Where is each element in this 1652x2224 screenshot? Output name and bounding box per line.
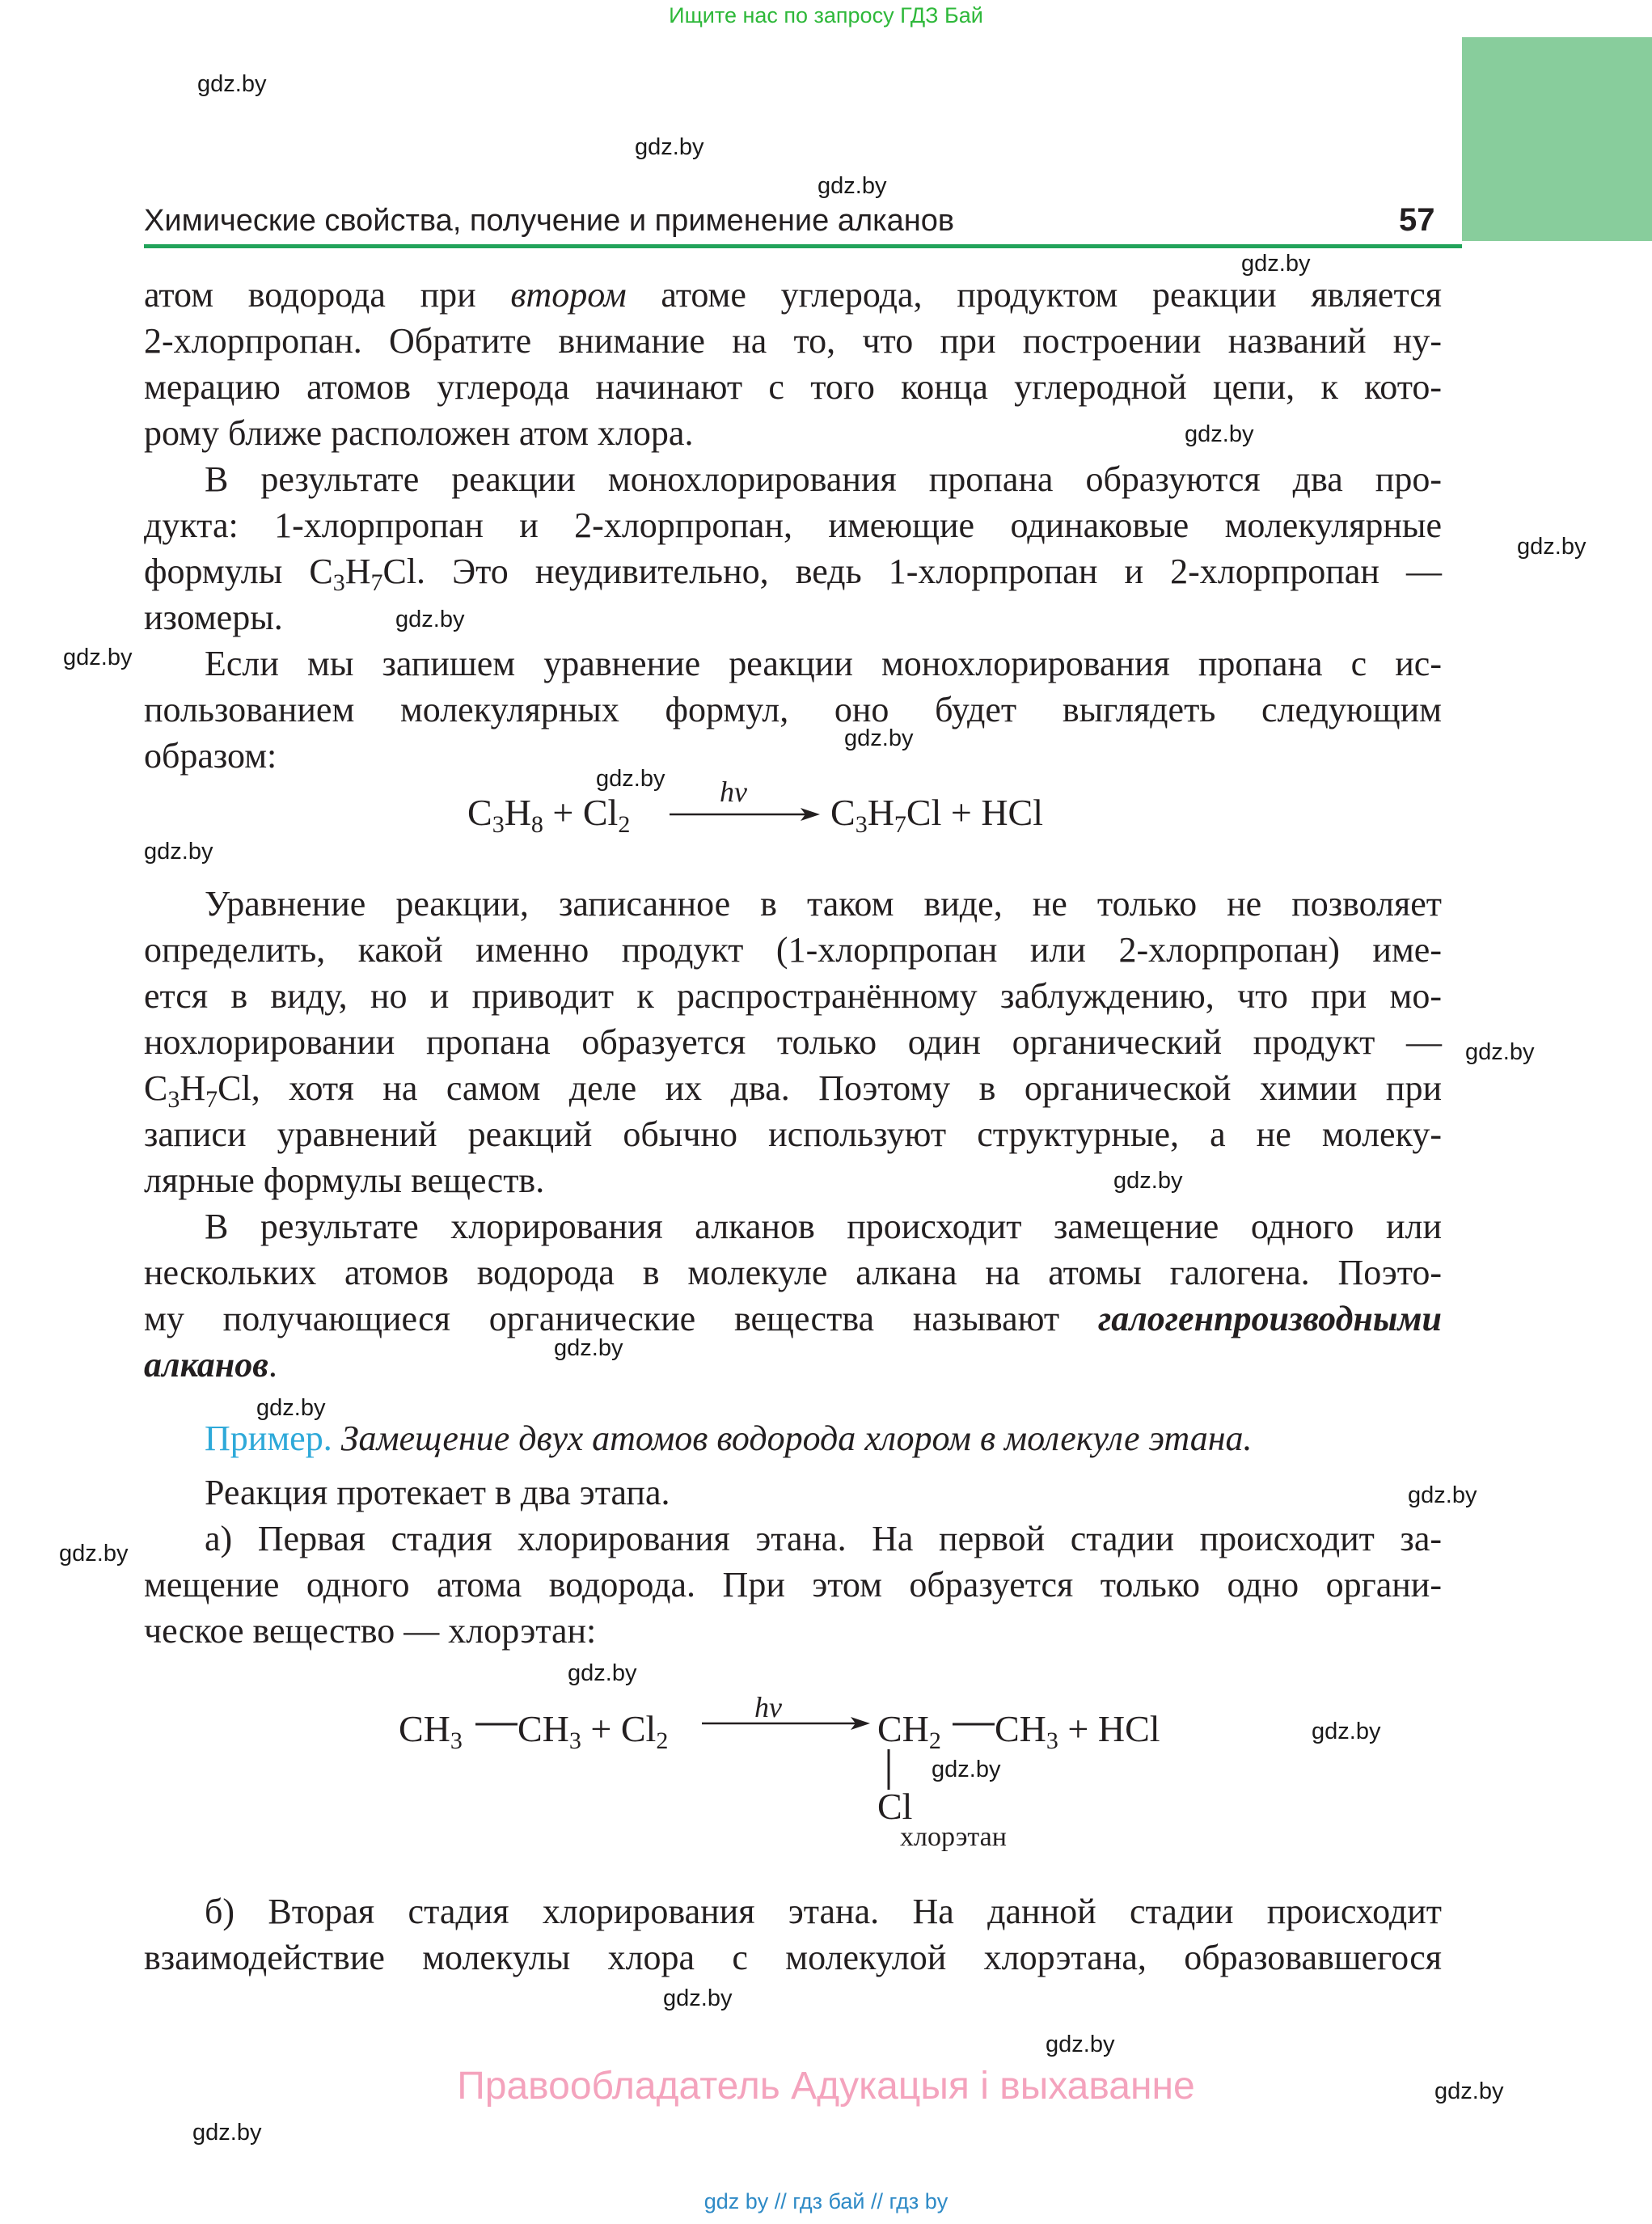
product-name-label: хлорэтан: [900, 1822, 1007, 1852]
watermark: gdz.by: [1241, 251, 1311, 277]
paragraph-line: определить, какой именно продукт (1-хлорпропан или 2-хлорпропан) име-: [144, 930, 1442, 970]
chlorine-substituent: Cl: [877, 1786, 913, 1827]
equation-propane-lhs: $C_3H_8 + Cl_2$: [467, 792, 631, 838]
reaction-arrow: [702, 1714, 870, 1733]
equation-ethane-rhs-a: $CH_2$: [877, 1708, 941, 1754]
watermark: gdz.by: [1408, 1482, 1477, 1508]
copyright-notice: Правообладатель Адукацыя і выхаванне: [457, 2065, 1195, 2108]
watermark: gdz.by: [1465, 1039, 1535, 1065]
example-line: Пример. Замещение двух атомов водорода хлором в молекуле этана.: [205, 1419, 1253, 1458]
watermark: gdz.by: [818, 173, 887, 199]
paragraph-line: $C_3H_7Cl$, хотя на самом деле их два. Поэтому в органической химии при: [144, 1068, 1442, 1113]
watermark: gdz.by: [568, 1660, 637, 1686]
watermark: gdz.by: [844, 725, 914, 751]
paragraph-line: ческое вещество — хлорэтан:: [144, 1611, 597, 1651]
watermark: gdz.by: [596, 766, 665, 792]
paragraph-line: мещение одного атома водорода. При этом образуется только одно органи-: [144, 1565, 1442, 1605]
equation-propane-rhs: $C_3H_7Cl$ + HCl: [830, 792, 1044, 838]
equation-ethane-rhs-b: $CH_3$ + HCl: [995, 1708, 1160, 1754]
footer-links[interactable]: gdz by // гдз бай // гдз by: [703, 2189, 949, 2213]
paragraph-line: рому ближе расположен атом хлора.: [144, 413, 694, 453]
paragraph-line: атом водорода при втором атоме углерода, продуктом реакции является: [144, 275, 1442, 315]
watermark: gdz.by: [256, 1395, 326, 1421]
paragraph-line: мерацию атомов углерода начинают с того конца углеродной цепи, к кото-: [144, 367, 1442, 407]
paragraph-line: записи уравнений реакций обычно используют структурные, а не молеку-: [144, 1114, 1442, 1154]
paragraph-line: образом:: [144, 736, 277, 776]
paragraph-line: му получающиеся органические вещества называют галогенпроизводными: [144, 1299, 1442, 1338]
chapter-color-tab: [1462, 37, 1652, 241]
page-number: 57: [1399, 202, 1435, 238]
paragraph-line: нескольких атомов водорода в молекуле алкана на атомы галогена. Поэто-: [144, 1253, 1442, 1292]
paragraph-line: нохлорировании пропана образуется только один органический продукт —: [144, 1022, 1442, 1062]
watermark: gdz.by: [1046, 2032, 1115, 2057]
watermark: gdz.by: [144, 839, 213, 865]
reaction-condition-light: hν: [754, 1691, 782, 1723]
watermark: gdz.by: [1113, 1168, 1183, 1194]
reaction-condition-light: hν: [720, 776, 747, 808]
watermark: gdz.by: [554, 1335, 623, 1361]
running-title: Химические свойства, получение и применение алканов: [144, 204, 955, 238]
paragraph-line: изомеры.: [144, 598, 283, 637]
single-bond: [475, 1721, 518, 1727]
header-rule: [144, 244, 1462, 248]
paragraph-line: ется в виду, но и приводит к распространённому заблуждению, что при мо-: [144, 976, 1442, 1016]
paragraph-line: Реакция протекает в два этапа.: [205, 1473, 670, 1512]
watermark: gdz.by: [932, 1757, 1001, 1782]
vertical-bond: [885, 1749, 892, 1790]
equation-ethane-lhs-a: $CH_3$: [399, 1708, 463, 1754]
paragraph-line: алканов.: [144, 1345, 277, 1385]
paragraph-line: формулы $C_3H_7Cl$. Это неудивительно, ведь 1-хлорпропан и 2-хлорпропан —: [144, 552, 1442, 596]
watermark: gdz.by: [1312, 1719, 1381, 1744]
paragraph-line: взаимодействие молекулы хлора с молекулой хлорэтана, образовавшегося: [144, 1938, 1442, 1977]
paragraph-line: В результате реакции монохлорирования пропана образуются два про-: [205, 459, 1442, 499]
watermark: gdz.by: [395, 607, 465, 632]
paragraph-line: лярные формулы веществ.: [144, 1161, 545, 1200]
example-label: Пример.: [205, 1419, 332, 1458]
watermark: gdz.by: [1434, 2078, 1504, 2104]
watermark: gdz.by: [63, 645, 133, 670]
equation-ethane-lhs-b: $CH_3 + Cl_2$: [518, 1708, 669, 1754]
paragraph-line: 2-хлорпропан. Обратите внимание на то, что при построении названий ну-: [144, 321, 1442, 361]
watermark: gdz.by: [1185, 421, 1254, 447]
watermark: gdz.by: [663, 1985, 733, 2011]
watermark: gdz.by: [192, 2120, 262, 2146]
watermark: gdz.by: [635, 134, 704, 160]
watermark: gdz.by: [1517, 534, 1587, 560]
top-banner[interactable]: Ищите нас по запросу ГДЗ Бай: [669, 3, 983, 27]
paragraph-line: дукта: 1-хлорпропан и 2-хлорпропан, имеющие одинаковые молекулярные: [144, 505, 1442, 545]
paragraph-line: пользованием молекулярных формул, оно будет выглядеть следующим: [144, 690, 1442, 729]
watermark: gdz.by: [59, 1541, 129, 1567]
reaction-arrow: [670, 805, 820, 824]
watermark: gdz.by: [197, 71, 267, 97]
paragraph-line: а) Первая стадия хлорирования этана. На первой стадии происходит за-: [205, 1519, 1442, 1558]
paragraph-line: Если мы запишем уравнение реакции монохлорирования пропана с ис-: [205, 644, 1442, 683]
paragraph-line: Уравнение реакции, записанное в таком виде, не только не позволяет: [205, 884, 1442, 924]
single-bond: [953, 1721, 995, 1727]
paragraph-line: В результате хлорирования алканов происходит замещение одного или: [205, 1207, 1442, 1246]
paragraph-line: б) Вторая стадия хлорирования этана. На данной стадии происходит: [205, 1892, 1442, 1931]
